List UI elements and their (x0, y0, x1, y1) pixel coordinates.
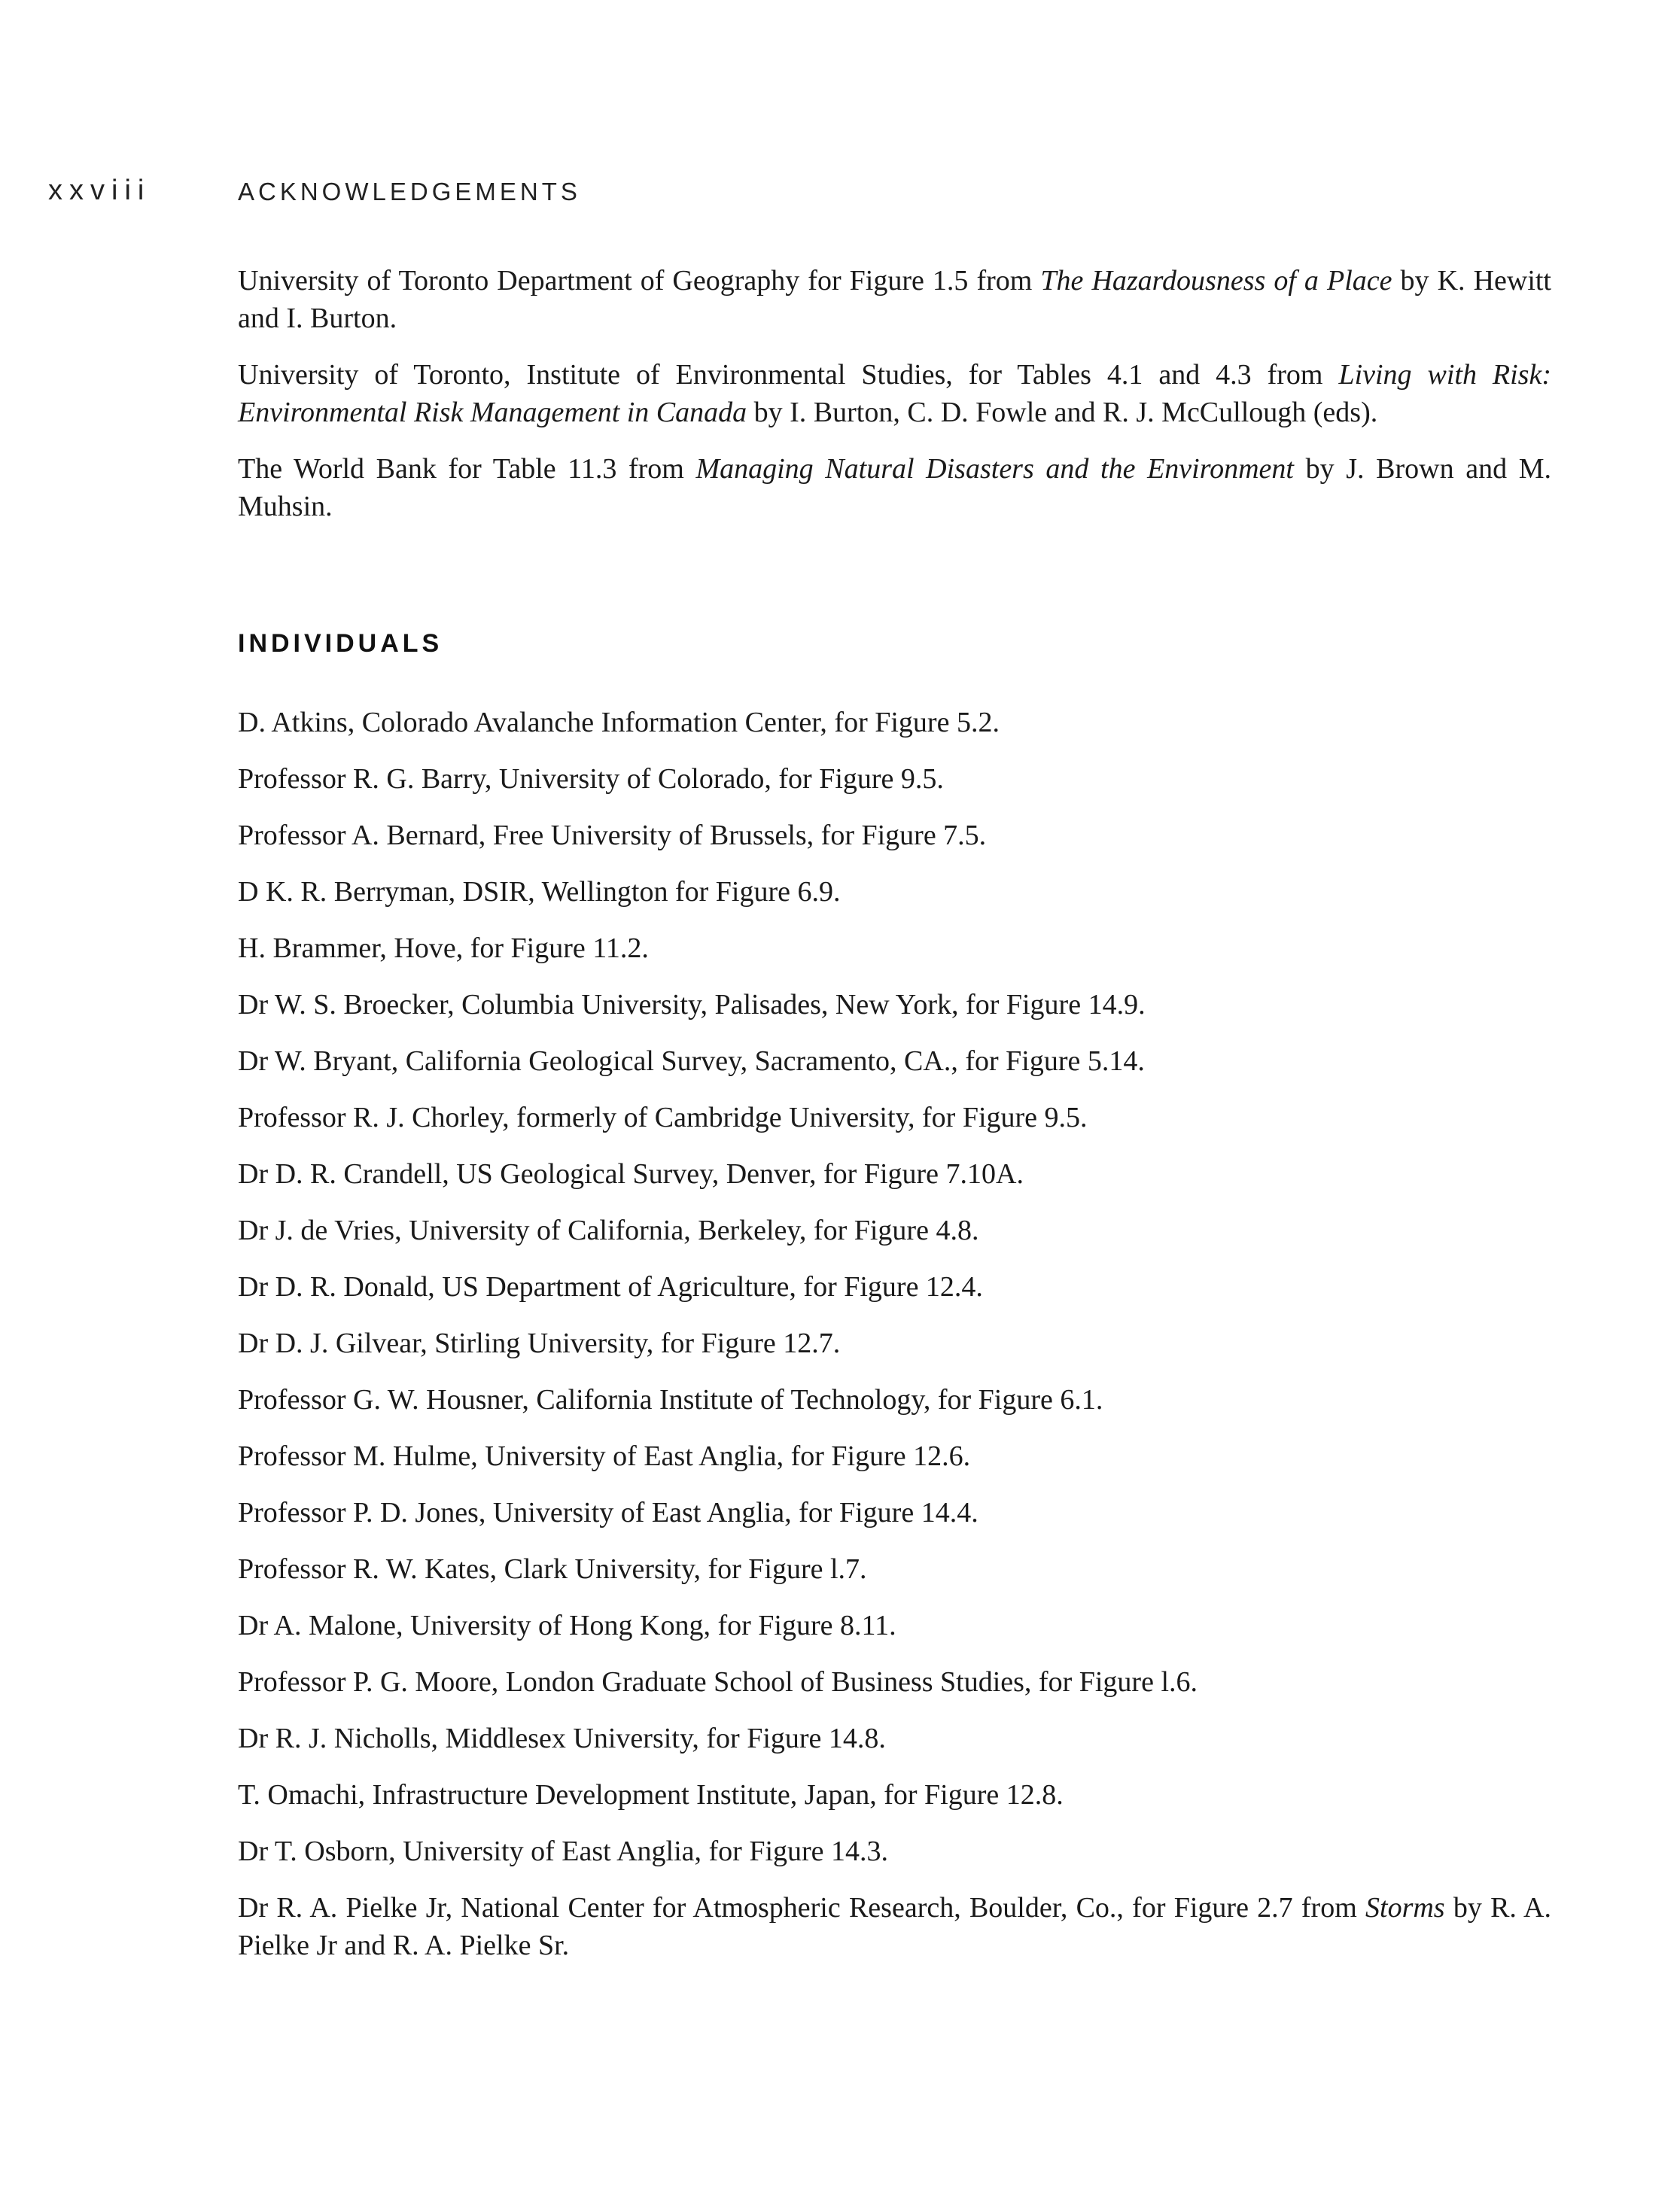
source-acknowledgements (238, 262, 1551, 544)
individual-entry: Dr W. S. Broecker, Columbia University, Palisades, New York, for Figure 14.9. (238, 989, 1146, 1020)
acknowledgement-entry (238, 356, 1551, 431)
individual-entry: Dr D. R. Donald, US Department of Agriculture, for Figure 12.4. (238, 1271, 983, 1303)
book-title: Living with Risk: Environmental Risk Management in Canada (238, 359, 1551, 428)
individual-entry: Dr R. J. Nicholls, Middlesex University, for Figure 14.8. (238, 1723, 886, 1754)
individual-entry: Dr D. J. Gilvear, Stirling University, for Figure 12.7. (238, 1328, 841, 1359)
book-title: Storms (1365, 1892, 1445, 1924)
entry-text: The World Bank for Table 11.3 from (238, 453, 696, 485)
acknowledgement-entry (238, 450, 1551, 525)
individual-entry: D. Atkins, Colorado Avalanche Information Center, for Figure 5.2. (238, 707, 1000, 738)
entry-text: by I. Burton, C. D. Fowle and R. J. McCullough (eds). (747, 397, 1378, 428)
individual-entry: Professor M. Hulme, University of East Anglia, for Figure 12.6. (238, 1440, 971, 1472)
entry-text: University of Toronto, Institute of Environmental Studies, for Tables 4.1 and 4.3 from (238, 359, 1339, 391)
individual-entry: Dr W. Bryant, California Geological Survey, Sacramento, CA., for Figure 5.14. (238, 1045, 1145, 1077)
running-head: ACKNOWLEDGEMENTS (238, 178, 581, 205)
individual-entry: Dr J. de Vries, University of California, Berkeley, for Figure 4.8. (238, 1215, 979, 1246)
individual-entry: Professor R. G. Barry, University of Colorado, for Figure 9.5. (238, 763, 944, 795)
entry-text: by R. A. Pielke Jr and R. A. Pielke Sr. (238, 1892, 1551, 1961)
entry-text: University of Toronto Department of Geography for Figure 1.5 from (238, 265, 1041, 297)
individual-entry: T. Omachi, Infrastructure Development Institute, Japan, for Figure 12.8. (238, 1779, 1064, 1811)
individual-entry: Professor P. D. Jones, University of East Anglia, for Figure 14.4. (238, 1497, 978, 1528)
individual-entry: Professor R. J. Chorley, formerly of Cambridge University, for Figure 9.5. (238, 1102, 1088, 1133)
book-title: The Hazardousness of a Place (1040, 265, 1392, 297)
individuals-list (238, 704, 1551, 1983)
individual-entry: Dr A. Malone, University of Hong Kong, for Figure 8.11. (238, 1610, 896, 1641)
individual-entry: Professor R. W. Kates, Clark University, for Figure l.7. (238, 1553, 867, 1585)
individual-entry: Professor G. W. Housner, California Institute of Technology, for Figure 6.1. (238, 1384, 1103, 1416)
individual-entry: H. Brammer, Hove, for Figure 11.2. (238, 932, 649, 964)
entry-text: by J. Brown and M. Muhsin. (238, 453, 1551, 522)
individual-entry: Dr T. Osborn, University of East Anglia, for Figure 14.3. (238, 1836, 889, 1867)
individual-entry: Professor A. Bernard, Free University of Brussels, for Figure 7.5. (238, 820, 987, 851)
book-title: Managing Natural Disasters and the Environment (695, 453, 1294, 485)
individual-entry: Dr D. R. Crandell, US Geological Survey, Denver, for Figure 7.10A. (238, 1158, 1024, 1190)
individual-entry: Professor P. G. Moore, London Graduate School of Business Studies, for Figure l.6. (238, 1666, 1198, 1698)
individual-entry (238, 1889, 1551, 1964)
entry-text: Dr R. A. Pielke Jr, National Center for Atmospheric Research, Boulder, Co., for Figure 2.7 from (238, 1892, 1366, 1924)
page-number: xxviii (48, 175, 151, 206)
entry-text: by K. Hewitt and I. Burton. (238, 265, 1551, 334)
individual-entry: D K. R. Berryman, DSIR, Wellington for Figure 6.9. (238, 876, 841, 908)
acknowledgement-entry (238, 262, 1551, 337)
section-heading-individuals: INDIVIDUALS (238, 629, 443, 658)
